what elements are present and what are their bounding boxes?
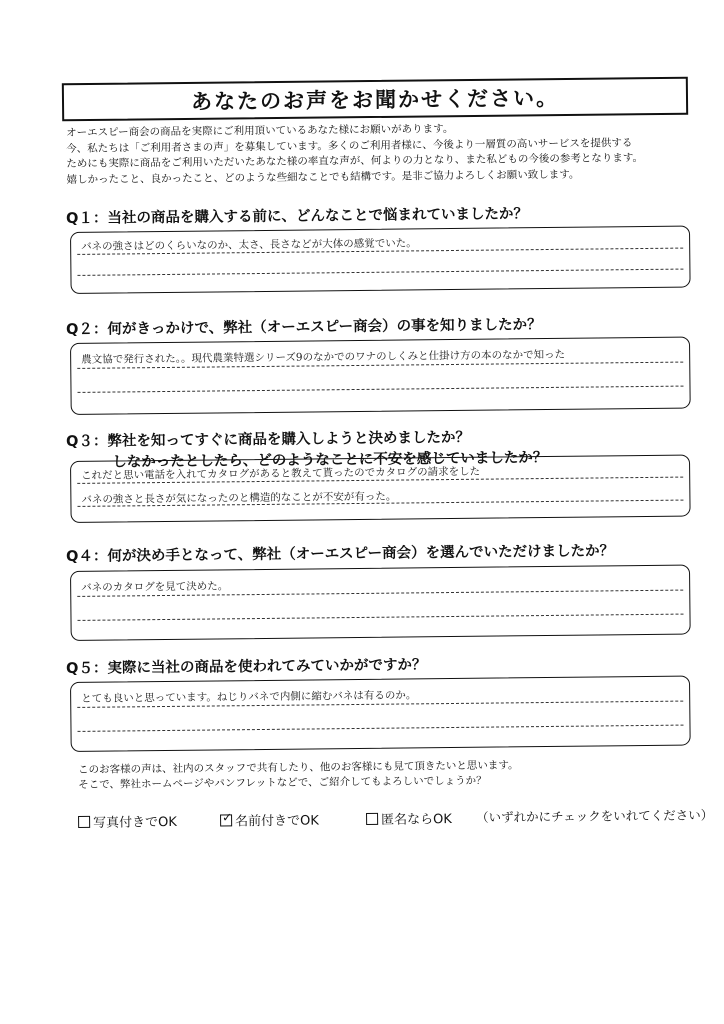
question-3-line-2: しなかったとしたら、どのようなことに不安を感じていましたか？ (112, 449, 548, 471)
page-title: あなたのお声をお聞かせください。 (190, 86, 560, 114)
question-4: Q４：何が決め手となって、弊社（オーエスピー商会）を選んでいただけましたか？ (66, 543, 615, 565)
answer-text: 農文協で発行された。。現代農業特選シリーズ9のなかでのワナのしくみと仕掛け方の本のなかで知った (81, 348, 566, 366)
answer-text: バネの強さと長さが気になったのと構造的なことが不安が有った。 (81, 490, 397, 506)
answer-text: バネのカタログを見て決めた。 (81, 580, 229, 594)
consent-checks (78, 806, 714, 834)
answer-box-2[interactable] (70, 337, 691, 415)
title-box (62, 77, 688, 122)
question-1: Q１：当社の商品を購入する前に、どんなことで悩まれていましたか？ (66, 206, 529, 227)
answer-line (78, 386, 684, 393)
check-label: 写真付きでOK (93, 814, 177, 831)
answer-box-3[interactable] (70, 455, 691, 523)
answer-text: バネの強さはどのくらいなのか、太さ、長さなどが大体の感覚でいた。 (81, 237, 417, 253)
answer-text: とても良いと思っています。ねじりバネで内側に縮むバネは有るのか。 (81, 689, 417, 705)
checkbox[interactable] (220, 809, 233, 826)
check-instruction: （いずれかにチェックをいれてください） (475, 807, 714, 825)
question-3-line-1: Q３：弊社を知ってすぐに商品を購入しようと決めましたか？ (66, 429, 471, 450)
check-label: 名前付きでOK (235, 813, 319, 830)
footer-line: このお客様の声は、社内のスタッフで共有したり、他のお客様にも見て頂きたいと思います。 (78, 759, 519, 776)
check-mark-icon: ✓ (221, 809, 233, 824)
check-name[interactable] (220, 809, 319, 829)
footer-line: そこで、弊社ホームページやパンフレットなどで、ご紹介してもよろしいでしょうか？ (78, 774, 487, 791)
footer-note (78, 758, 519, 793)
checkbox[interactable] (366, 812, 378, 824)
answer-box-4[interactable] (70, 565, 691, 641)
checkbox[interactable] (78, 815, 90, 827)
check-photo[interactable] (78, 811, 177, 831)
answer-box-5[interactable] (70, 676, 691, 752)
intro-line: オーエスピー商会の商品を実際にご利用頂いているあなた様にお願いがあります。 (66, 122, 454, 139)
answer-line (78, 725, 684, 732)
answer-line (77, 269, 683, 276)
check-label: 匿名ならOK (381, 812, 452, 828)
intro-text (66, 119, 707, 188)
intro-line: 今、私たちは「ご利用者さまの声」を募集しています。多くのご利用者様に、今後より一層質の高いサービスを提供する (66, 136, 633, 155)
question-5: Q５：実際に当社の商品を使われてみていかがですか？ (66, 657, 427, 677)
intro-line: ためにも実際に商品をご利用いただいたあなた様の率直な声が、何よりの力となり、また私どもの今後の参考となります。 (66, 151, 644, 170)
answer-box-1[interactable] (70, 226, 691, 294)
intro-line: 嬉しかったこと、良かったこと、どのような些細なことでも結構です。是非ご協力よろしくお願い致します。 (66, 168, 580, 186)
answer-text: これだと思い電話を入れてカタログがあると教えて貰ったのでカタログの請求をした (81, 465, 481, 482)
answer-line (78, 614, 684, 621)
check-anonymous[interactable] (366, 808, 452, 828)
question-2: Q２：何がきっかけで、弊社（オーエスピー商会）の事を知りましたか？ (66, 317, 542, 338)
